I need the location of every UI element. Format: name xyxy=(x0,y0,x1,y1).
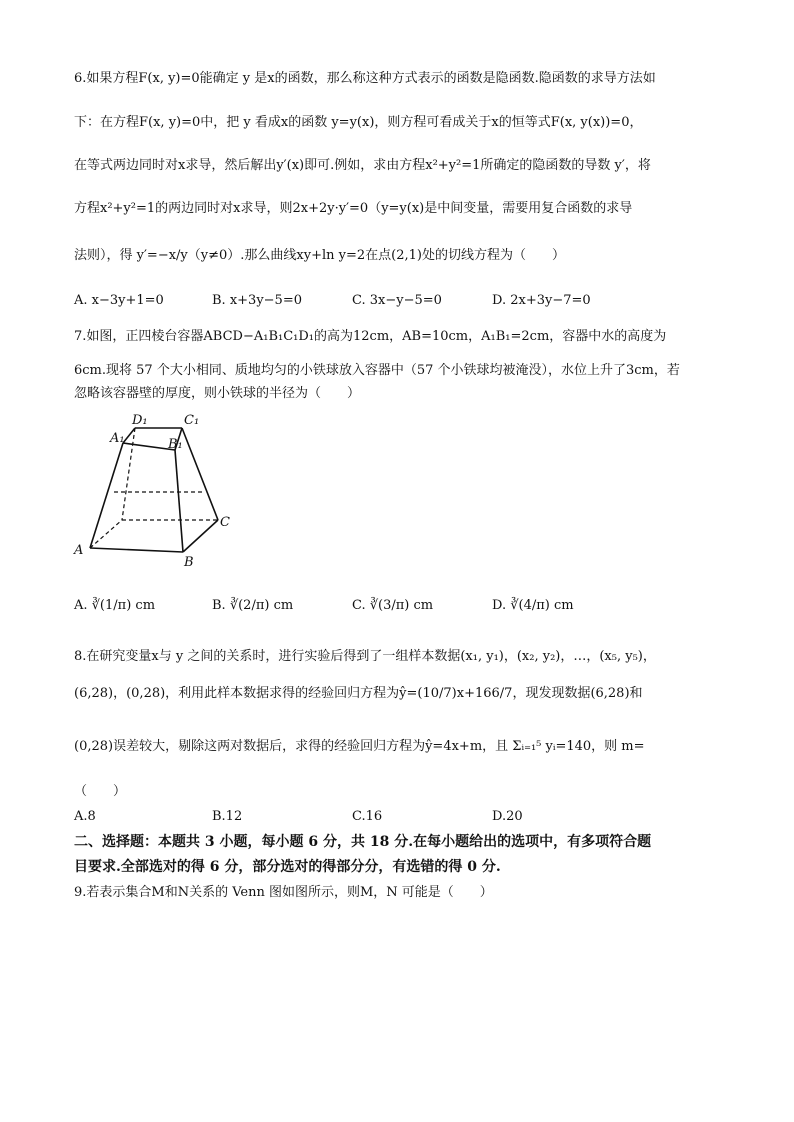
q8-line-3: (0,28)误差较大，剔除这两对数据后，求得的经验回归方程为ŷ=4x+m，且 Σᵢ₌₁⁵ yᵢ=140，则 m= xyxy=(74,739,645,754)
edge-cc1 xyxy=(182,428,218,520)
edge-bb1 xyxy=(175,450,183,552)
q6-line-4: 方程x²+y²=1的两边同时对x求导，则2x+2y·y′=0（y=y(x)是中间变量，需要用复合函数的求导 xyxy=(74,201,633,216)
section-2-heading-line-2: 目要求.全部选对的得 6 分，部分选对的得部分分，有选错的得 0 分. xyxy=(74,859,501,875)
edge-aa1 xyxy=(90,443,123,548)
q6-option-a: A. x−3y+1=0 xyxy=(74,293,164,308)
q8-option-a: A.8 xyxy=(74,809,96,824)
q7-line-1: 7.如图，正四棱台容器ABCD−A₁B₁C₁D₁的高为12cm，AB=10cm，A₁B₁=2cm，容器中水的高度为 xyxy=(74,329,667,344)
edge-a1d1 xyxy=(123,428,135,443)
label-a1: A₁ xyxy=(110,431,125,446)
q8-option-d: D.20 xyxy=(492,809,523,824)
q6-line-2: 下：在方程F(x, y)=0中，把 y 看成x的函数 y=y(x)，则方程可看成关于x的恒等式F(x, y(x))=0， xyxy=(74,115,643,130)
q6-option-c: C. 3x−y−5=0 xyxy=(352,293,442,308)
q6-line-1: 6.如果方程F(x, y)=0能确定 y 是x的函数，那么称这种方式表示的函数是隐函数.隐函数的求导方法如 xyxy=(74,71,656,86)
label-c: C xyxy=(220,515,230,530)
label-a: A xyxy=(74,543,84,558)
label-d1: D₁ xyxy=(132,413,148,428)
edge-ab xyxy=(90,548,183,552)
q9-line: 9.若表示集合M和N关系的 Venn 图如图所示，则M，N 可能是（ ） xyxy=(74,885,493,900)
q7-option-c: C. ∛(3/π) cm xyxy=(352,598,434,613)
q7-option-d: D. ∛(4/π) cm xyxy=(492,598,574,613)
q8-option-b: B.12 xyxy=(212,809,243,824)
q6-option-b: B. x+3y−5=0 xyxy=(212,293,302,308)
q7-option-b: B. ∛(2/π) cm xyxy=(212,598,294,613)
section-2-heading-line-1: 二、选择题：本题共 3 小题，每小题 6 分，共 18 分.在每小题给出的选项中，有多项符合题 xyxy=(74,834,652,850)
label-b1: B₁ xyxy=(168,437,183,452)
label-b: B xyxy=(184,555,194,570)
frustum-figure xyxy=(74,410,250,570)
q7-line-2: 6cm.现将 57 个大小相同、质地均匀的小铁球放入容器中（57 个小铁球均被淹没），水位上升了3cm，若 xyxy=(74,363,680,378)
label-c1: C₁ xyxy=(184,413,200,428)
q7-option-a: A. ∛(1/π) cm xyxy=(74,598,156,613)
q7-line-3: 忽略该容器壁的厚度，则小铁球的半径为（ ） xyxy=(74,386,361,401)
q6-option-d: D. 2x+3y−7=0 xyxy=(492,293,591,308)
q6-line-3: 在等式两边同时对x求导，然后解出y′(x)即可.例如，求由方程x²+y²=1所确定的隐函数的导数 y′，将 xyxy=(74,158,651,173)
edge-bc xyxy=(183,520,218,552)
q8-line-4: （ ） xyxy=(74,784,127,799)
q8-line-1: 8.在研究变量x与 y 之间的关系时，进行实验后得到了一组样本数据(x₁, y₁)，(x₂, y₂)，…，(x₅, y₅)， xyxy=(74,649,656,664)
q8-line-2: (6,28)，(0,28)，利用此样本数据求得的经验回归方程为ŷ=(10/7)x+166/7，现发现数据(6,28)和 xyxy=(74,686,643,701)
q6-line-5: 法则），得 y′=−x/y（y≠0）.那么曲线xy+ln y=2在点(2,1)处的切线方程为（ ） xyxy=(74,248,565,263)
q8-option-c: C.16 xyxy=(352,809,383,824)
